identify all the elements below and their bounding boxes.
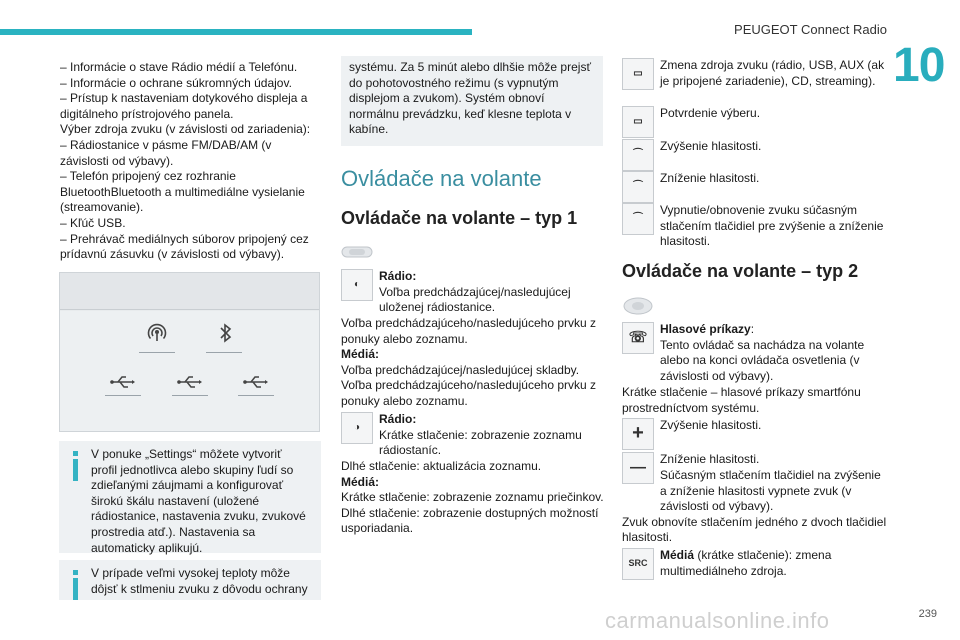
page-number: 239 <box>918 608 937 620</box>
text-line: – Telefón pripojený cez rozhranie BluetoothBluetooth a multimediálne vysielanie (streamovanie). <box>60 169 305 215</box>
item-label: Rádio: <box>379 269 417 283</box>
steering-control-illustration <box>341 243 373 266</box>
section-title: Ovládače na volante <box>341 166 542 191</box>
control-item-radio-1 <box>341 269 605 316</box>
source-button-icon: ▭ <box>622 58 654 90</box>
control-item-src <box>622 548 890 579</box>
control-item-plus <box>622 418 890 445</box>
usb-icon <box>177 373 203 394</box>
control-description <box>622 385 890 416</box>
watermark: carmanualsonline.info <box>605 608 830 633</box>
thumbwheel-press-icon: ◑ <box>341 412 373 444</box>
text-line: – Kľúč USB. <box>60 215 126 230</box>
bluetooth-icon <box>218 323 234 348</box>
thumbwheel-icon: ◐ <box>341 269 373 301</box>
control-item-mute <box>622 203 890 250</box>
control-item-confirm <box>622 106 890 128</box>
item-label: Médiá <box>660 548 695 562</box>
text-line: Dlhé stlačenie: aktualizácia zoznamu. <box>341 459 542 473</box>
subsection-title: Ovládače na volante – typ 2 <box>622 261 859 281</box>
header-accent-bar <box>0 29 472 35</box>
item-text: Zníženie hlasitosti. <box>660 171 760 185</box>
control-item-voice: ☏ Hlasové príkazy: Tento ovládač sa nachádza na volante alebo na konci ovládača osvetlenia (v závislosti od výbavy). <box>622 322 890 384</box>
info-note-text: V prípade veľmi vysokej teploty môže dôjsť k stlmeniu zvuku z dôvodu ochrany <box>91 566 308 596</box>
control-item-volume-up <box>622 139 890 161</box>
text-line: Voľba predchádzajúcej/nasledujúcej skladby. <box>341 362 580 377</box>
item-text: Krátke stlačenie: zobrazenie zoznamu rádiostaníc. <box>379 427 582 458</box>
item-label: Hlasové príkazy <box>660 322 751 336</box>
item-label: Rádio: <box>379 412 417 426</box>
info-note <box>59 560 321 600</box>
underline <box>238 395 274 396</box>
src-button-icon: SRC <box>622 548 654 580</box>
control-item-source <box>622 58 890 89</box>
info-note-text: V ponuke „Settings“ môžete vytvoriť profil jednotlivca alebo skupiny ľudí so zdieľanými záujmami a konfigurovať širokú škálu nastavení (uložené rádiostanice, nastavenia zvuku, zvukové prostredia atď.). Nastavenia sa automaticky aplikujú. <box>91 447 306 555</box>
continued-note <box>341 56 603 146</box>
text-line: Voľba predchádzajúceho/nasledujúceho prvku z ponuky alebo zoznamu. <box>341 378 597 408</box>
wireless-icon <box>147 323 167 348</box>
text-line: Súčasným stlačením tlačidiel na zvýšenie a zníženie hlasitosti vypnete zvuk (v závislosti od výbavy). <box>660 468 881 514</box>
text-line: Krátke stlačenie: zobrazenie zoznamu priečinkov. <box>341 490 604 505</box>
text-line: Dlhé stlačenie: zobrazenie dostupných možností usporiadania. <box>341 505 599 536</box>
underline <box>206 352 242 353</box>
item-text: Zvýšenie hlasitosti. <box>660 418 762 432</box>
item-label: Médiá: <box>341 347 380 362</box>
item-text: Potvrdenie výberu. <box>660 106 761 120</box>
usb-icon <box>243 373 269 394</box>
text-line: Výber zdroja zvuku (v závislosti od zariadenia): <box>60 122 311 137</box>
chapter-number: 10 <box>893 39 945 92</box>
underline <box>105 395 141 396</box>
info-note <box>59 441 321 553</box>
usb-icon <box>110 373 136 394</box>
control-item-volume-down <box>622 171 890 193</box>
control-item-minus <box>622 452 890 477</box>
info-icon <box>73 451 78 481</box>
volume-down-stalk-icon: ⌒ <box>622 171 654 203</box>
underline <box>139 352 175 353</box>
item-text: Zníženie hlasitosti. <box>660 452 760 466</box>
text-line: – Informácie o stave Rádio médií a Telefónu. <box>60 60 298 74</box>
item-text: Voľba predchádzajúcej/nasledujúcej uloženej rádiostanice. <box>379 284 571 315</box>
item-label: Médiá: <box>341 474 380 489</box>
subsection-title: Ovládače na volante – typ 1 <box>341 208 578 228</box>
item-text: Zvýšenie hlasitosti. <box>660 139 762 153</box>
volume-up-stalk-icon: ⌒ <box>622 139 654 171</box>
text-line: – Informácie o ochrane súkromných údajov. <box>60 75 292 90</box>
item-text: Vypnutie/obnovenie zvuku súčasným stlačením tlačidiel pre zvýšenie a zníženie hlasitosti. <box>660 203 884 249</box>
column-1 <box>60 60 322 263</box>
minus-icon: — <box>622 452 654 484</box>
steering-wheel-illustration <box>622 296 654 321</box>
text-line: Zvuk obnovíte stlačením jedného z dvoch tlačidiel hlasitosti. <box>622 514 887 545</box>
text-line: – Prehrávač mediálnych súborov pripojený cez prídavnú zásuvku (v závislosti od výbavy). <box>60 231 309 262</box>
text-line: – Prístup k nastaveniam dotykového displeja a digitálneho prístrojového panela. <box>60 91 308 121</box>
text-line: – Rádiostanice v pásme FM/DAB/AM (v závislosti od výbavy). <box>60 137 272 168</box>
mute-stalk-icon: ⌒ <box>622 203 654 235</box>
control-description <box>341 459 605 537</box>
voice-command-icon: ☏ <box>622 322 654 354</box>
header-title: PEUGEOT Connect Radio <box>734 22 887 37</box>
confirm-button-icon: ▭ <box>622 106 654 138</box>
info-icon <box>73 570 78 600</box>
control-item-radio-2 <box>341 412 605 459</box>
source-selection-screen-image <box>59 272 320 432</box>
control-description <box>622 468 890 546</box>
plus-icon: + <box>622 418 654 450</box>
continued-note-text: systému. Za 5 minút alebo dlhšie môže prejsť do pohotovostného režimu (s vypnutým displejom a zvukom). Systém obnoví normálnu prevádzku, keď klesne teplota v kabíne. <box>349 60 591 137</box>
item-text: (krátke stlačenie): zmena multimediálneho zdroja. <box>660 548 832 578</box>
text-line: Krátke stlačenie – hlasové príkazy smartfónu prostredníctvom systému. <box>622 385 861 415</box>
underline <box>172 395 208 396</box>
screen-band <box>60 273 319 292</box>
item-text: Tento ovládač sa nachádza na volante alebo na konci ovládača osvetlenia (v závislosti od výbavy). <box>660 337 865 383</box>
control-description <box>341 316 605 410</box>
text-line: Voľba predchádzajúceho/nasledujúceho prvku z ponuky alebo zoznamu. <box>341 316 597 346</box>
item-text: Zmena zdroja zvuku (rádio, USB, AUX (ak je pripojené zariadenie), CD, streaming). <box>660 58 885 88</box>
screen-panel <box>60 311 319 431</box>
screen-band <box>60 291 319 310</box>
